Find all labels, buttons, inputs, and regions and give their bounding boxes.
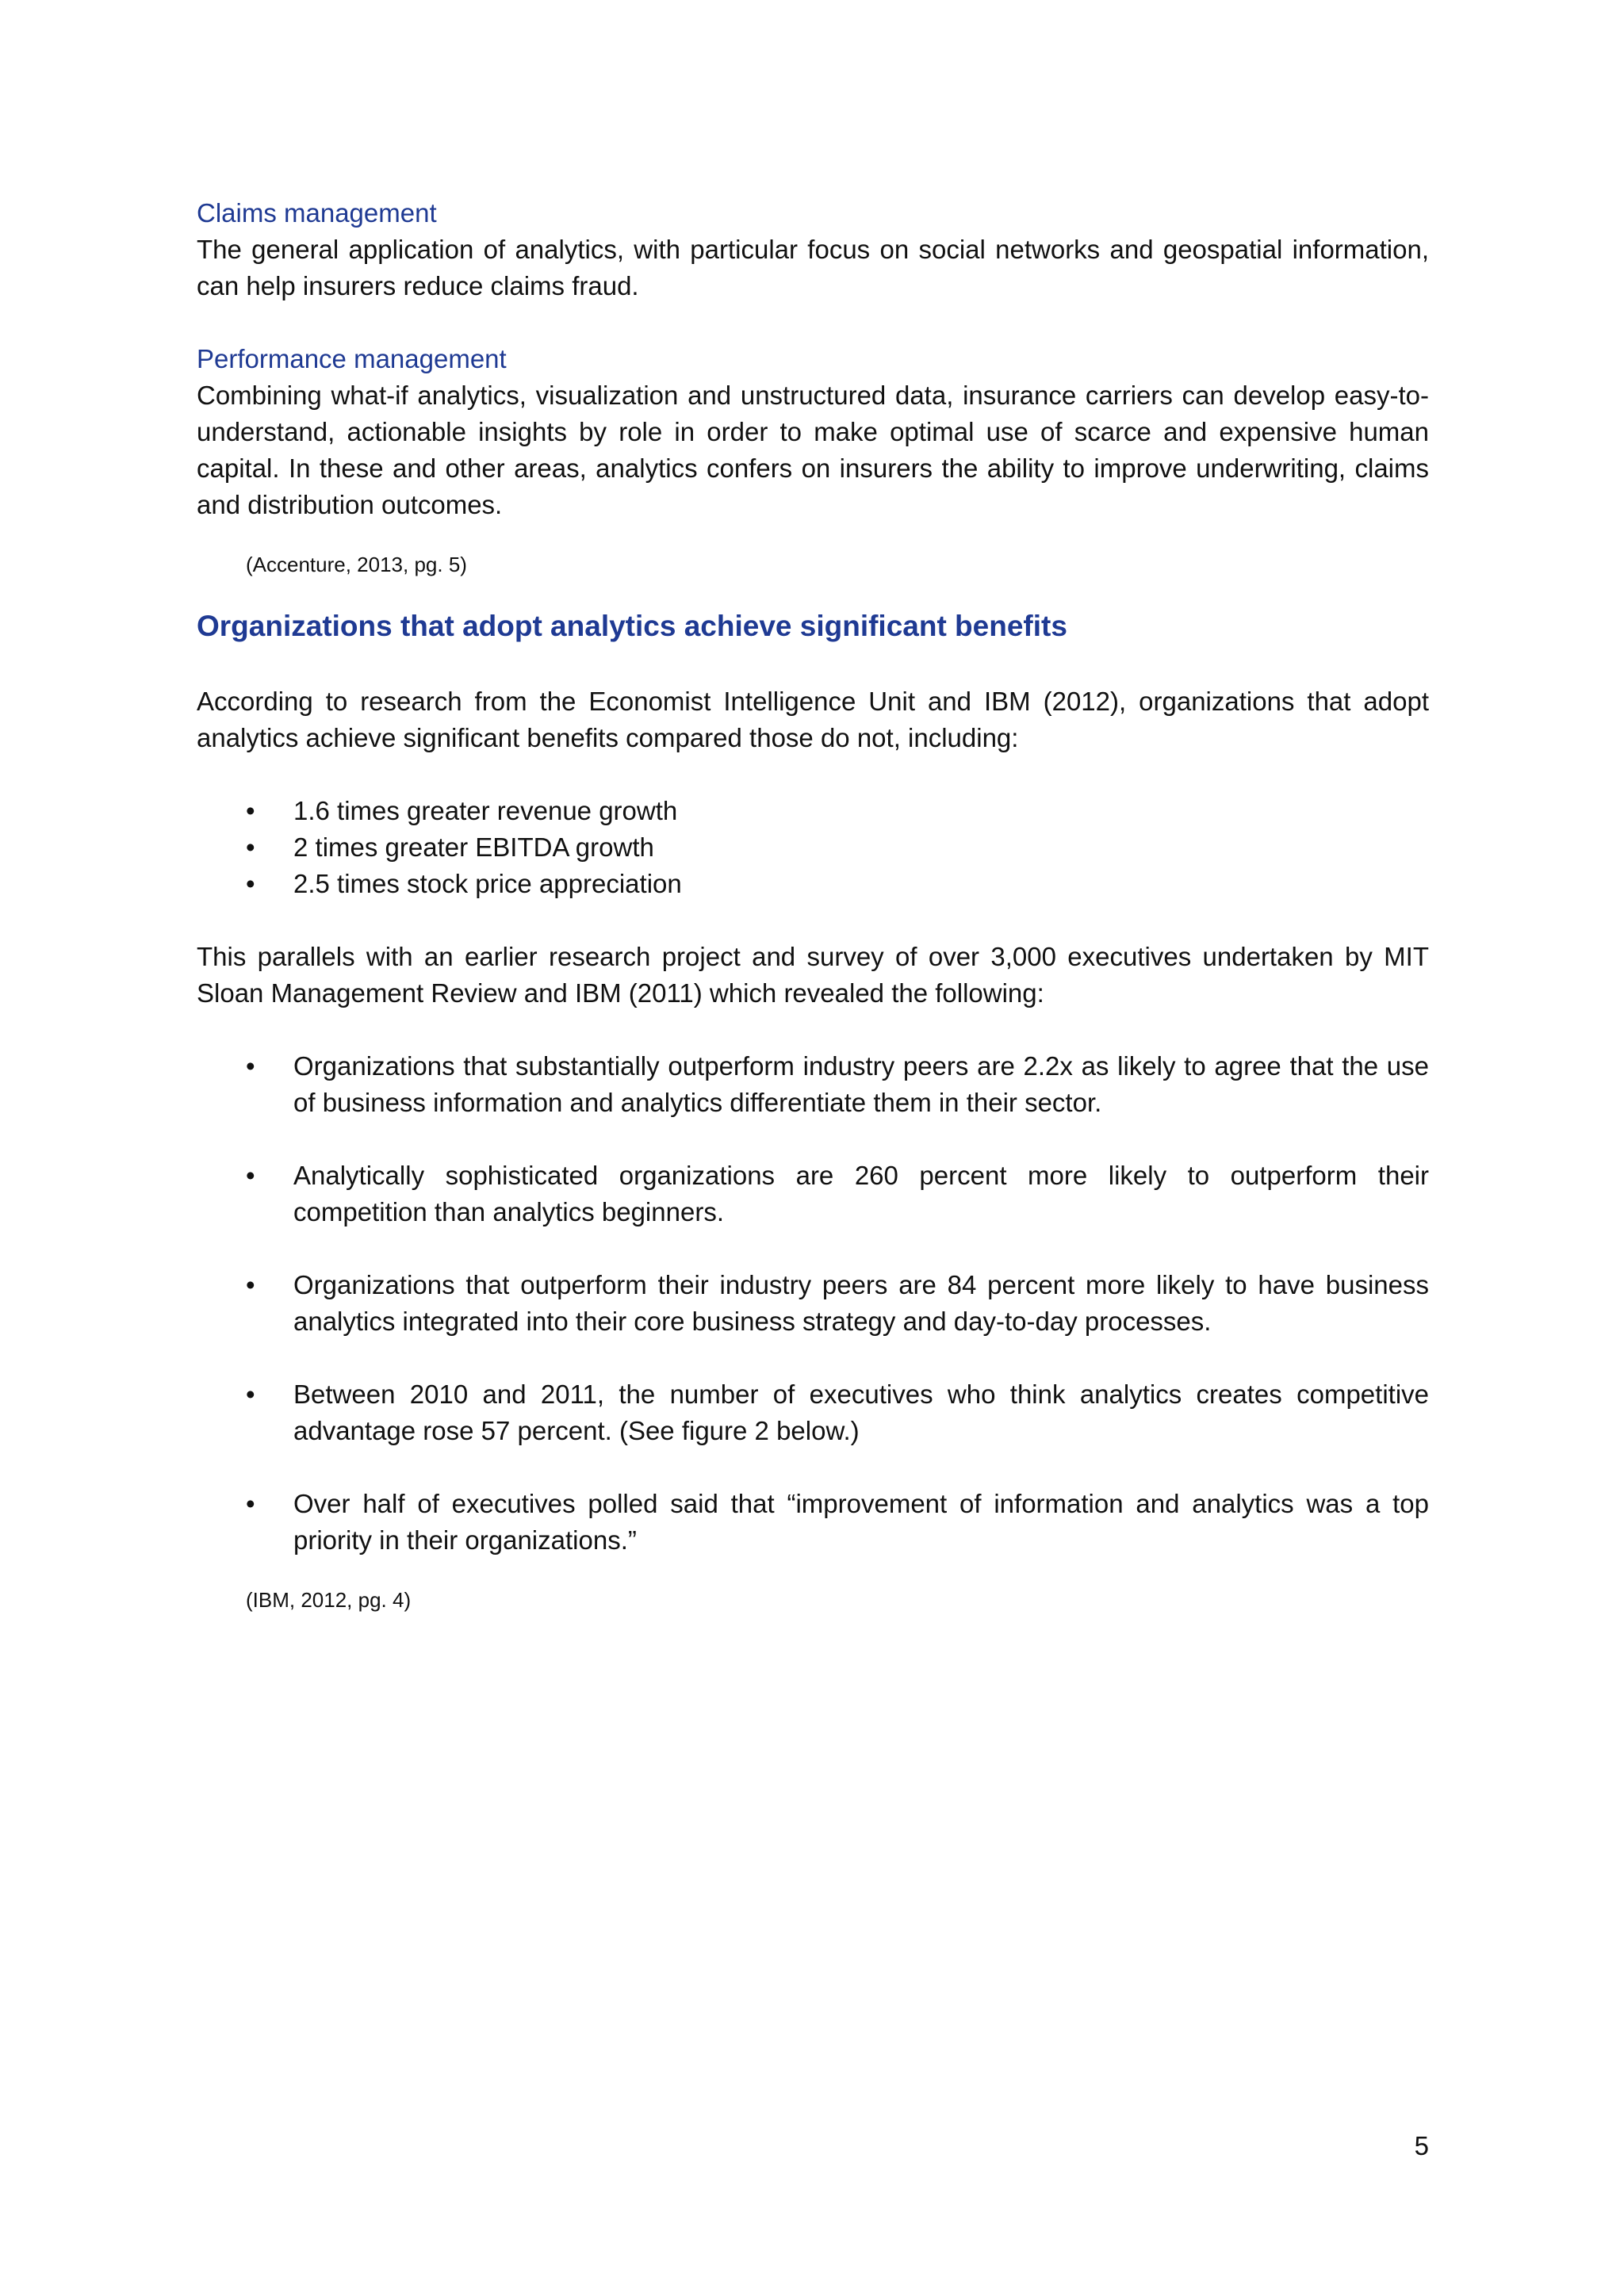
section-title: Organizations that adopt analytics achieve significant benefits — [197, 610, 1067, 642]
bullet-icon: • — [246, 796, 255, 825]
claims-heading: Claims management — [197, 198, 437, 228]
page-content — [197, 195, 1429, 1616]
citation-accenture: (Accenture, 2013, pg. 5) — [246, 553, 467, 576]
performance-paragraph: Combining what-if analytics, visualization and unstructured data, insurance carriers can develop easy-to-understand, actionable insights by role in order to make optimal use of scarce and expensive human capital. In these and other areas, analytics confers on insurers the ability to improve underwriting, claims and distribution outcomes. — [197, 381, 1429, 519]
benefits-list — [197, 793, 1429, 902]
list-item: • Analytically sophisticated organizations are 260 percent more likely to outperform their competition than analytics beginners. — [197, 1158, 1429, 1230]
citation-ibm: (IBM, 2012, pg. 4) — [246, 1588, 412, 1612]
bullet-icon: • — [246, 869, 255, 898]
bullet-icon: • — [246, 1051, 255, 1081]
list-item: • 1.6 times greater revenue growth — [197, 793, 1429, 829]
parallel-paragraph: This parallels with an earlier research project and survey of over 3,000 executives undertaken by MIT Sloan Management Review and IBM (2011) which revealed the following: — [197, 942, 1429, 1008]
bullet-icon: • — [246, 1270, 255, 1299]
list-item: • Over half of executives polled said that “improvement of information and analytics was a top priority in their organizations.” — [197, 1486, 1429, 1559]
bullet-icon: • — [246, 832, 255, 862]
page-number: 5 — [1414, 2131, 1429, 2160]
list-item: • Between 2010 and 2011, the number of executives who think analytics creates competitive advantage rose 57 percent. (See figure 2 below.) — [197, 1376, 1429, 1449]
bullet-icon: • — [246, 1380, 255, 1409]
claims-paragraph: The general application of analytics, with particular focus on social networks and geospatial information, can help insurers reduce claims fraud. — [197, 235, 1429, 300]
section-intro: According to research from the Economist Intelligence Unit and IBM (2012), organizations that adopt analytics achieve significant benefits compared those do not, including: — [197, 687, 1429, 752]
list-item: • 2 times greater EBITDA growth — [197, 829, 1429, 866]
bullet-icon: • — [246, 1161, 255, 1190]
list-item: • Organizations that substantially outperform industry peers are 2.2x as likely to agree that the use of business information and analytics differentiate them in their sector. — [197, 1048, 1429, 1121]
list-item: • Organizations that outperform their industry peers are 84 percent more likely to have business analytics integrated into their core business strategy and day-to-day processes. — [197, 1267, 1429, 1340]
performance-heading: Performance management — [197, 344, 507, 373]
findings-list — [197, 1048, 1429, 1559]
list-item: • 2.5 times stock price appreciation — [197, 866, 1429, 902]
bullet-icon: • — [246, 1489, 255, 1518]
